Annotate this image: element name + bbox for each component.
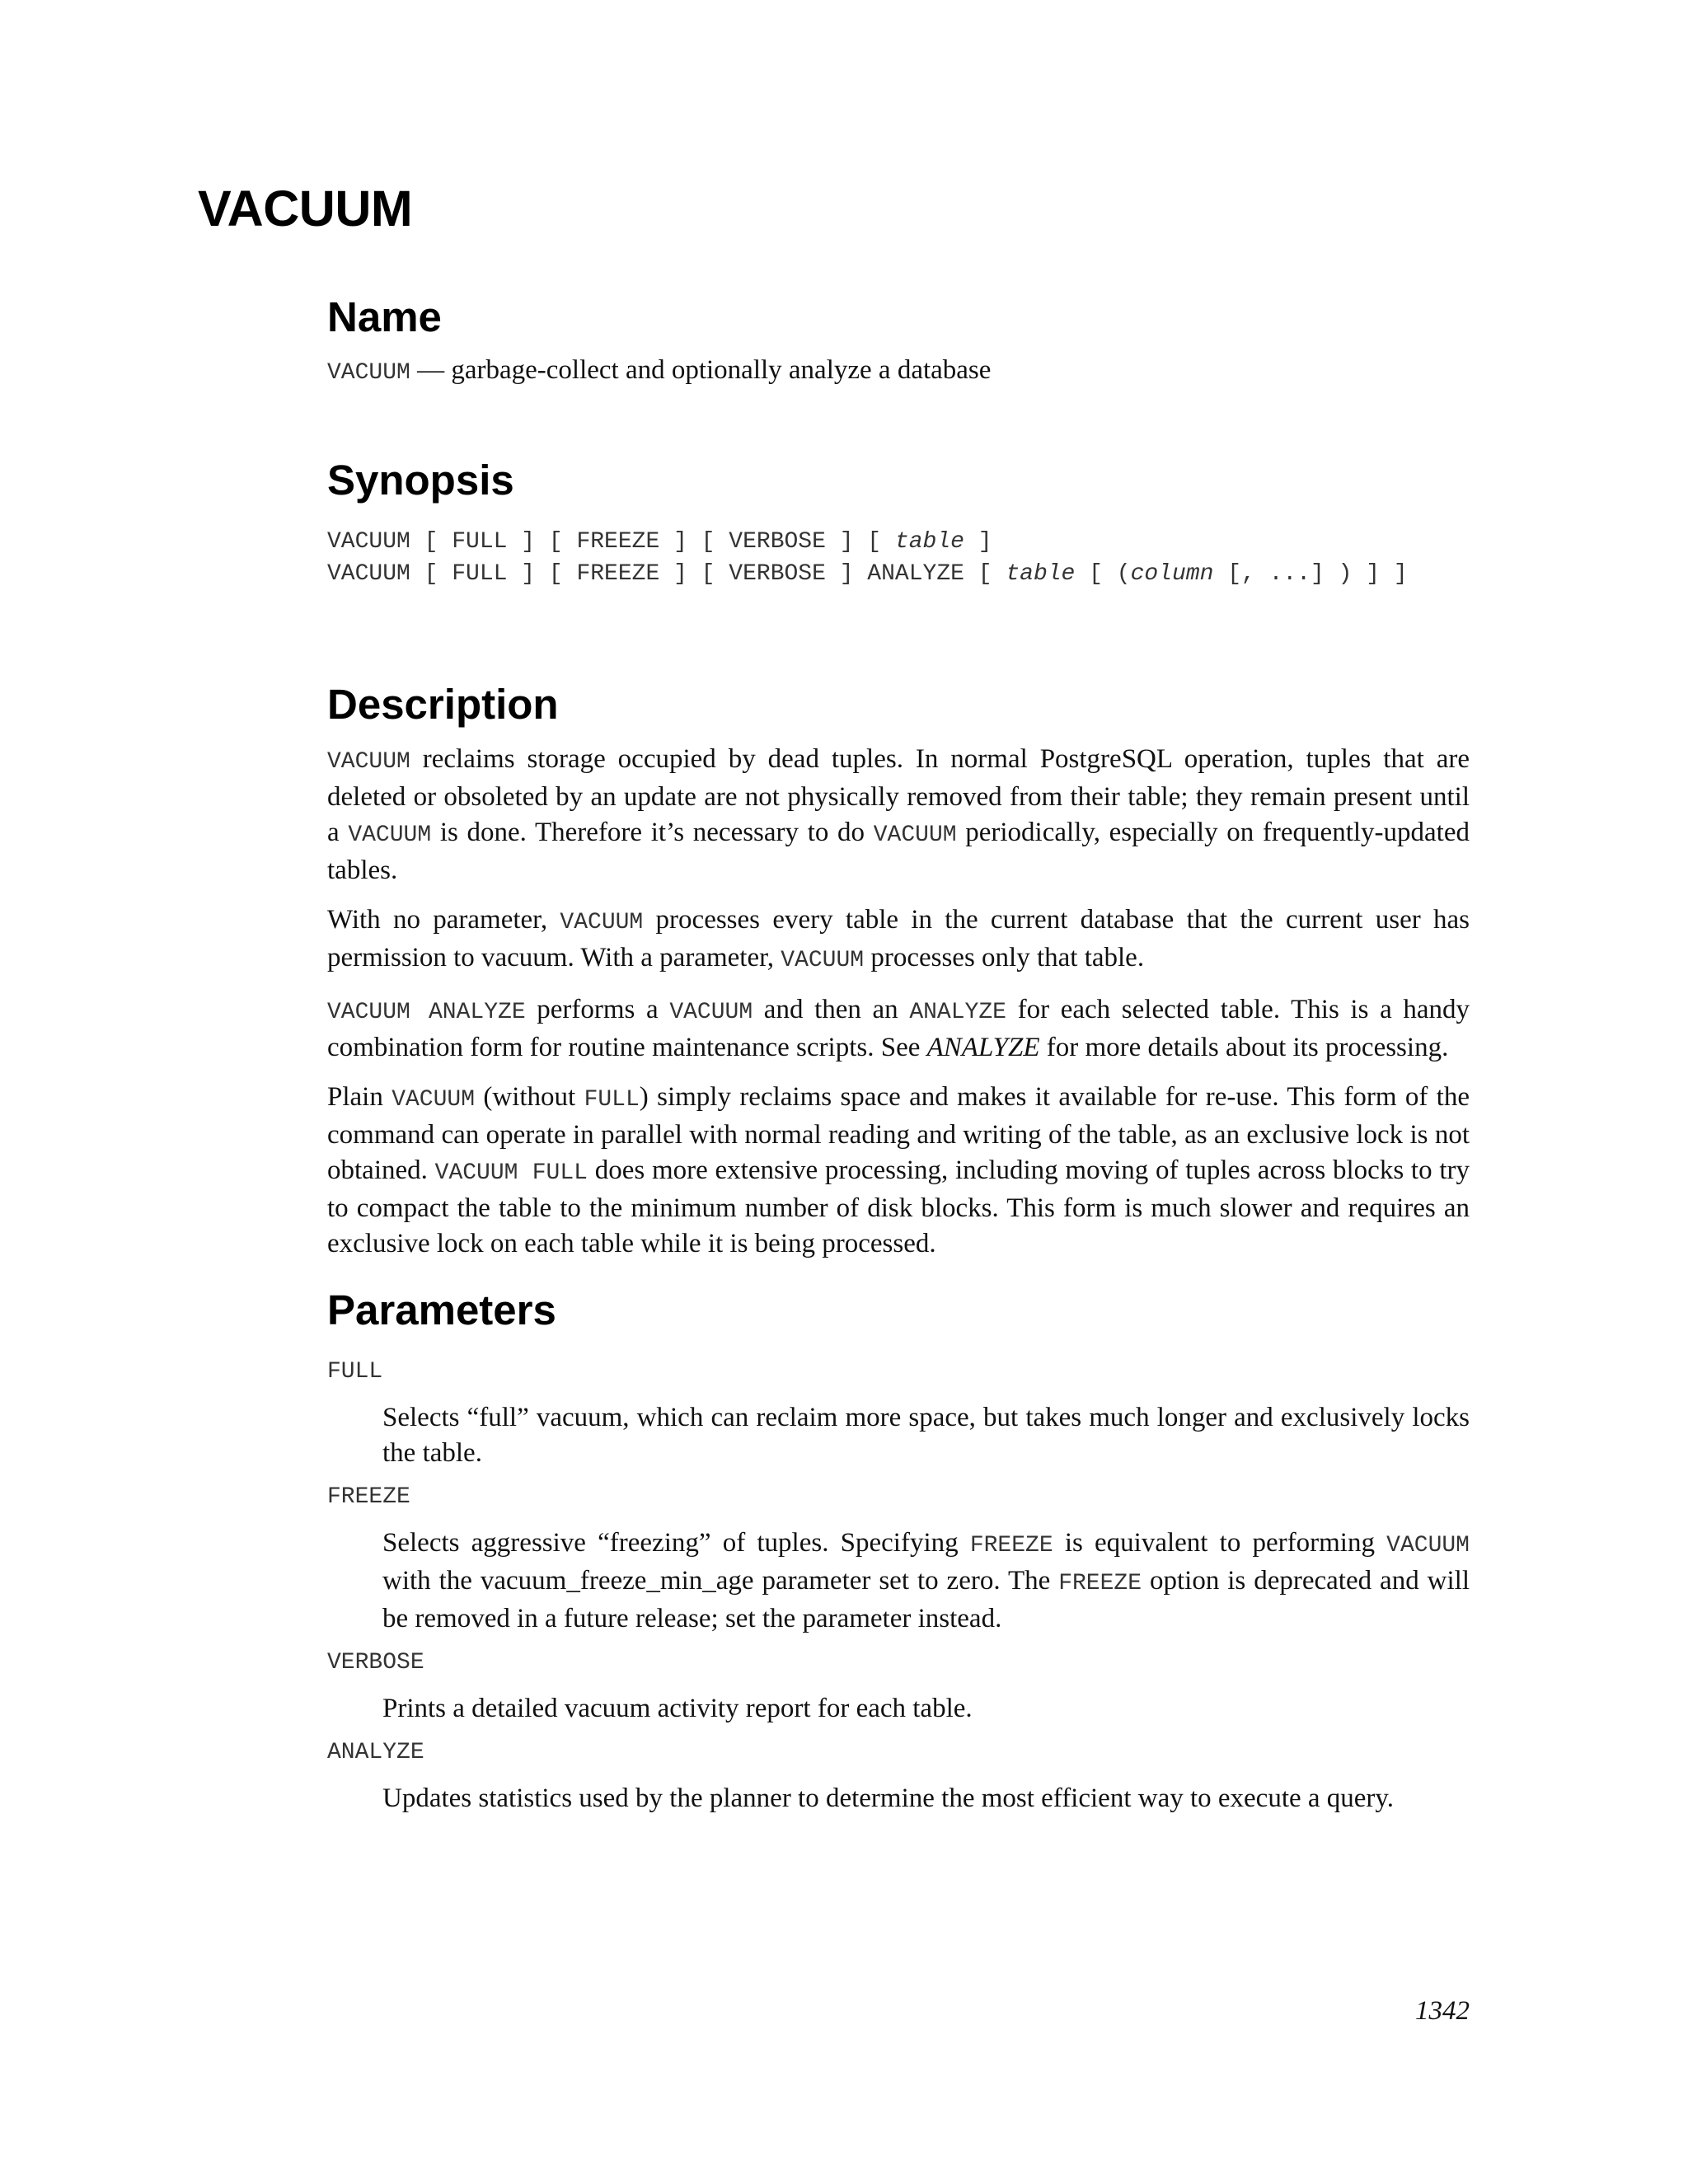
text: and then an: [753, 995, 910, 1024]
name-summary: [327, 353, 1470, 391]
text: is done. Therefore it’s necessary to do: [431, 818, 874, 847]
param-desc-analyze: Updates statistics used by the planner to determine the most efficient way to execute a query.: [382, 1783, 1395, 1813]
code: VACUUM: [873, 823, 957, 848]
synopsis-heading: Synopsis: [327, 457, 514, 504]
synopsis-text: [, ...] ) ] ]: [1213, 561, 1408, 587]
code: VACUUM: [781, 948, 865, 973]
synopsis-section: [327, 456, 1470, 590]
code: FREEZE: [969, 1533, 1053, 1558]
param-term-analyze: ANALYZE: [327, 1740, 424, 1765]
code: VACUUM: [348, 823, 432, 848]
param-term-verbose: VERBOSE: [327, 1650, 424, 1675]
description-heading: Description: [327, 681, 559, 728]
text: processes only that table.: [864, 943, 1145, 972]
param-desc-full: Selects “full” vacuum, which can reclaim more space, but takes much longer and exclusively locks the table.: [382, 1403, 1470, 1468]
text: processes every table in the current database that the current user has permission to vacuum. With a parameter,: [327, 905, 1470, 972]
parameters-section: [327, 1286, 1470, 1816]
summary-text: — garbage-collect and optionally analyze a database: [410, 355, 992, 385]
text: does more extensive processing, including moving of tuples across blocks to try to compact the table to the minimum number of disk blocks. This form is much slower and requires an exclusive lock on each table while it is being processed.: [327, 1155, 1470, 1258]
command-name: VACUUM: [327, 360, 410, 386]
name-section: [327, 293, 1470, 391]
column-placeholder: column: [1130, 561, 1214, 587]
code: ANALYZE: [909, 1000, 1006, 1025]
description-paragraph-1: [327, 742, 1470, 888]
text: with the vacuum_freeze_min_age parameter set to zero. The: [382, 1566, 1059, 1596]
synopsis-text: ]: [964, 529, 992, 555]
description-section: [327, 680, 1470, 1262]
parameters-heading: Parameters: [327, 1286, 556, 1333]
text: for each selected table. This is a handy combination form for routine maintenance scripts. See: [327, 995, 1470, 1062]
text: for more details about its processing.: [1039, 1033, 1449, 1062]
table-placeholder: table: [894, 529, 964, 555]
synopsis-line-1: [327, 526, 1470, 558]
code: VACUUM: [392, 1087, 476, 1113]
text: is equivalent to performing: [1053, 1528, 1387, 1558]
table-placeholder: table: [1006, 561, 1076, 587]
name-heading: Name: [327, 293, 442, 340]
text: Selects aggressive “freezing” of tuples. Specifying: [382, 1528, 970, 1558]
text: ) simply reclaims space and makes it available for re-use. This form of the command can operate in parallel with normal reading and writing of the table, as an exclusive lock is not obtained.: [327, 1082, 1470, 1185]
synopsis-text: VACUUM [ FULL ] [ FREEZE ] [ VERBOSE ] ANALYZE [: [327, 561, 1006, 587]
code: VACUUM ANALYZE: [327, 1000, 526, 1025]
param-term-freeze: FREEZE: [327, 1484, 410, 1510]
param-desc-verbose: Prints a detailed vacuum activity report for each table.: [382, 1694, 973, 1723]
text: performs a: [525, 995, 670, 1024]
text: With no parameter,: [327, 905, 560, 935]
synopsis-text: VACUUM [ FULL ] [ FREEZE ] [ VERBOSE ] [: [327, 529, 895, 555]
description-paragraph-3: [327, 992, 1470, 1066]
code: VACUUM FULL: [434, 1160, 588, 1186]
code: VACUUM: [669, 1000, 753, 1025]
analyze-reference-link[interactable]: ANALYZE: [926, 1033, 1040, 1062]
code: VACUUM: [327, 749, 410, 775]
text: Plain: [327, 1082, 392, 1112]
text: (without: [475, 1082, 584, 1112]
description-paragraph-4: [327, 1080, 1470, 1262]
param-desc-freeze: [382, 1526, 1470, 1637]
param-term-full: FULL: [327, 1359, 383, 1385]
synopsis-text: [ (: [1075, 561, 1131, 587]
code: VACUUM: [1386, 1533, 1470, 1558]
synopsis-line-2: [327, 558, 1470, 590]
code: FULL: [584, 1087, 640, 1113]
text: option is deprecated and will be removed in a future release; set the parameter instead.: [382, 1566, 1470, 1633]
page-number: 1342: [1415, 1996, 1470, 2026]
text: periodically, especially on frequently-updated tables.: [327, 818, 1470, 885]
text: reclaims storage occupied by dead tuples. In normal PostgreSQL operation, tuples that are deleted or obsoleted by an update are not physically removed from their table; they remain present until a: [327, 744, 1470, 847]
code: FREEZE: [1058, 1571, 1142, 1596]
code: VACUUM: [560, 910, 644, 935]
page-title: VACUUM: [198, 180, 413, 237]
synopsis-block: [327, 526, 1470, 590]
description-paragraph-2: [327, 902, 1470, 978]
